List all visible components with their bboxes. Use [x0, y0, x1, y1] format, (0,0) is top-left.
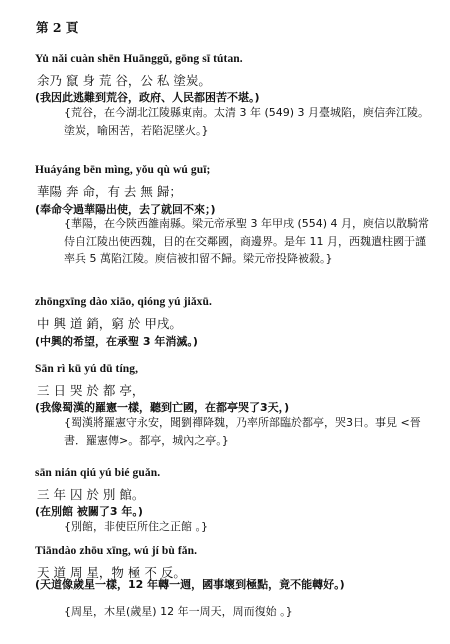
pinyin-line: Tiāndào zhōu xīng, wú jí bù fǎn.	[35, 545, 198, 557]
chinese-verse-line: 中 興 道 銷，窮 於 甲戌。	[37, 316, 182, 331]
chinese-verse-line: 天 道 周 星，物 極 不 反。	[37, 565, 186, 580]
annotation-note: {荒谷，在今湖北江陵縣東南。太清 3 年 (549) 3 月臺城陷，庾信奔江陵。塗炭，喻困苦，若陷泥墜火。}	[64, 106, 430, 137]
pinyin-line: Huáyáng bēn mìng, yǒu qù wú guī;	[35, 164, 211, 176]
translation-line: (奉命令過華陽出使，去了就回不來；)	[35, 203, 216, 216]
annotation-note: {別館，非使臣所住之正館 。}	[64, 520, 208, 533]
annotation-note: {華陽，在今陝西雒南縣。梁元帝承聖 3 年甲戌 (554) 4 月，庾信以散騎常侍自江陵出使西魏，目的在交鄰國，商邊界。是年 11 月，西魏遣柱國于謹率兵 5 萬陷江陵。庾信被扣留不歸。梁元帝投降被殺。}	[64, 217, 430, 265]
translation-line: (在別館 被關了3 年。)	[35, 505, 143, 518]
annotation-note: {蜀漢將羅憲守永安，聞劉禪降魏，乃率所部臨於都亭，哭3日。事見 <晉書．羅憲傳>。都亭，城內之亭。}	[64, 416, 421, 447]
translation-line: (我因此逃難到荒谷，政府、人民都困苦不堪。)	[35, 91, 260, 104]
translation-line: (中興的希望，在承聖 3 年消滅。)	[35, 335, 198, 348]
chinese-verse-line: 華陽 奔 命，有 去 無 歸；	[37, 184, 182, 199]
pinyin-line: Sān rì kū yú dū tíng,	[35, 363, 139, 375]
translation-line: (天道像歲星一樣，12 年轉一週，國事壞到極點，竟不能轉好。)	[35, 578, 345, 591]
pinyin-line: zhōngxīng dào xiāo, qióng yú jiǎxū.	[35, 296, 213, 308]
annotation-note: {周星，木星(歲星) 12 年一周天，周而復始 。}	[64, 605, 293, 618]
page-number: 第 2 頁	[36, 20, 79, 35]
pinyin-line: Yu̇ nǎi cuàn shēn Huānggǔ, gōng sī tútan.	[35, 53, 243, 65]
chinese-verse-line: 三 年 囚 於 別 館。	[37, 487, 145, 502]
pinyin-line: sān nián qiú yú bié guǎn.	[35, 467, 161, 479]
translation-line: (我像蜀漢的羅憲一樣，聽到亡國，在都亭哭了3天，)	[35, 401, 290, 414]
chinese-verse-line: 三 日 哭 於 都 亭，	[37, 383, 145, 398]
chinese-verse-line: 余乃 竄 身 荒 谷，公 私 塗炭。	[37, 73, 211, 88]
